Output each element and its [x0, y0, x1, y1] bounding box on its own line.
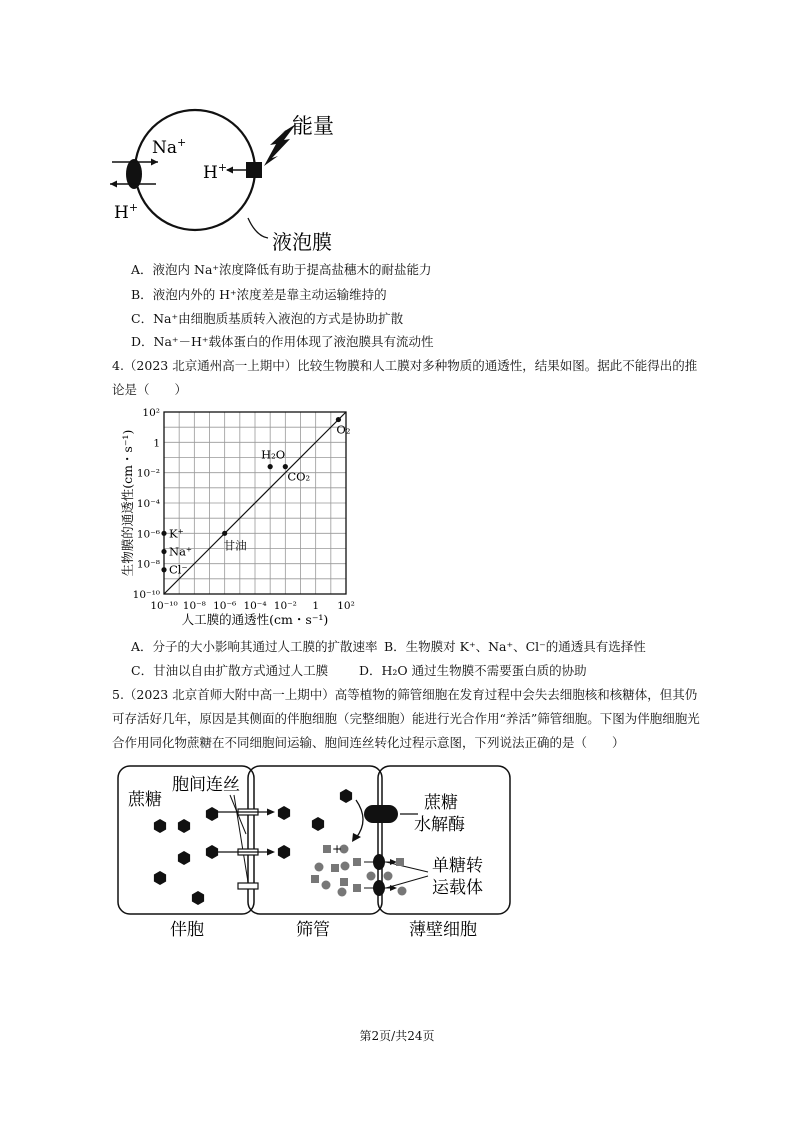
- data-point: [336, 417, 341, 422]
- x-tick-label: 1: [312, 600, 320, 612]
- y-tick-label: 1: [153, 437, 160, 450]
- y-tick-label: 10⁻²: [136, 467, 160, 480]
- data-point: [161, 567, 166, 572]
- x-tick-label: 10²: [337, 600, 355, 612]
- sucrose-molecule: [206, 807, 218, 821]
- q4-option-c: C．甘油以自由扩散方式通过人工膜: [131, 663, 329, 678]
- sucrose-molecule: [312, 817, 324, 831]
- q4-option-a: A．分子的大小影响其通过人工膜的扩散速率: [131, 639, 378, 654]
- data-point-label: Cl⁻: [169, 562, 188, 577]
- q4-stem-line1: 4.（2023 北京通州高一上期中）比较生物膜和人工膜对多种物质的通透性，结果如图。据此不能得出的推: [112, 358, 698, 373]
- data-point: [161, 531, 166, 536]
- sucrase-enzyme: [364, 805, 398, 823]
- membrane-label: 液泡膜: [272, 230, 332, 254]
- q4-option-d: D．H₂O 通过生物膜不需要蛋白质的协助: [359, 663, 587, 678]
- sucrose-molecule: [192, 891, 204, 905]
- page-footer: 第2页/共24页: [359, 1029, 435, 1043]
- y-tick-label: 10⁻⁶: [136, 528, 160, 541]
- data-point: [161, 549, 166, 554]
- y-tick-label: 10⁻⁴: [136, 498, 160, 510]
- sieve-tube-cell: [248, 766, 382, 914]
- x-tick-label: 10⁻²: [273, 600, 297, 612]
- y-tick-label: 10⁻⁸: [136, 558, 160, 571]
- proton-pump: [246, 162, 262, 178]
- x-tick-label: 10⁻¹⁰: [150, 600, 178, 612]
- q5-stem-line1: 5.（2023 北京首师大附中高一上期中）高等植物的筛管细胞在发育过程中会失去细胞核和核糖体，但其仍: [112, 687, 698, 702]
- plasmodesmata-label: 胞间连丝: [172, 775, 240, 795]
- data-point: [268, 464, 273, 469]
- parenchyma-cell-label: 薄壁细胞: [409, 920, 477, 940]
- energy-label: 能量: [292, 114, 334, 138]
- y-tick-label: 10⁻¹⁰: [132, 589, 160, 601]
- q5-stem-line2: 可存活好几年，原因是其侧面的伴胞细胞（完整细胞）能进行光合作用“养活”筛管细胞。下图为伴胞细胞光: [112, 711, 700, 726]
- sieve-tube-label: 筛管: [296, 920, 330, 940]
- y-tick-label: 10²: [142, 407, 160, 419]
- data-point-label: H₂O: [261, 447, 286, 462]
- h-ion-mid-label: H+: [203, 161, 228, 183]
- data-point-label: K⁺: [169, 526, 184, 541]
- x-tick-label: 10⁻⁸: [182, 600, 206, 612]
- vacuole-membrane-figure: [100, 100, 360, 260]
- sucrose-transport-figure: [112, 762, 522, 942]
- data-point-label: O₂: [336, 422, 351, 437]
- sucrose-molecule: [154, 819, 166, 833]
- h-ion-left-label: H+: [114, 201, 139, 223]
- na-ion-label: Na+: [152, 136, 187, 158]
- sucrose-molecule: [340, 789, 352, 803]
- data-point: [222, 531, 227, 536]
- data-point-label: 甘油: [223, 538, 247, 553]
- x-tick-label: 10⁻⁶: [213, 600, 237, 612]
- sucrose-molecule: [278, 845, 290, 859]
- data-point-label: Na⁺: [169, 544, 192, 559]
- x-tick-label: 10⁻⁴: [243, 600, 267, 612]
- q3-option-d: D．Na⁺－H⁺载体蛋白的作用体现了液泡膜具有流动性: [131, 334, 434, 349]
- q3-option-c: C．Na⁺由细胞质基质转入液泡的方式是协助扩散: [131, 311, 404, 326]
- chart-x-axis-label: 人工膜的通透性(cm・s⁻¹): [181, 612, 329, 627]
- sucrase-label-line1: 蔗糖: [424, 793, 458, 813]
- transporter-label-line1: 单糖转: [432, 856, 483, 876]
- sucrose-molecule: [278, 806, 290, 820]
- data-point: [283, 464, 288, 469]
- chart-y-axis-label: 生物膜的通透性(cm・s⁻¹): [120, 429, 135, 577]
- q3-option-b: B．液泡内外的 H⁺浓度差是靠主动运输维持的: [131, 287, 387, 302]
- data-point-label: CO₂: [287, 469, 311, 484]
- q4-stem-line2: 论是（ ）: [112, 382, 188, 397]
- sucrose-label: 蔗糖: [128, 790, 162, 810]
- q4-option-b: B．生物膜对 K⁺、Na⁺、Cl⁻的通透具有选择性: [384, 639, 646, 654]
- sucrose-molecule: [154, 871, 166, 885]
- plus-sign: +: [332, 842, 343, 856]
- sucrose-molecule: [178, 851, 190, 865]
- sucrose-molecule: [206, 845, 218, 859]
- transporter-label-line2: 运载体: [432, 878, 483, 898]
- sucrose-molecule: [178, 819, 190, 833]
- sucrase-label-line2: 水解酶: [414, 815, 465, 835]
- q3-option-a: A．液泡内 Na⁺浓度降低有助于提高盐穗木的耐盐能力: [131, 262, 432, 277]
- q5-stem-line3: 合作用同化物蔗糖在不同细胞间运输、胞间连丝转化过程示意图，下列说法正确的是（ ）: [112, 735, 625, 750]
- companion-cell-label: 伴胞: [170, 920, 204, 940]
- permeability-chart: [118, 402, 358, 634]
